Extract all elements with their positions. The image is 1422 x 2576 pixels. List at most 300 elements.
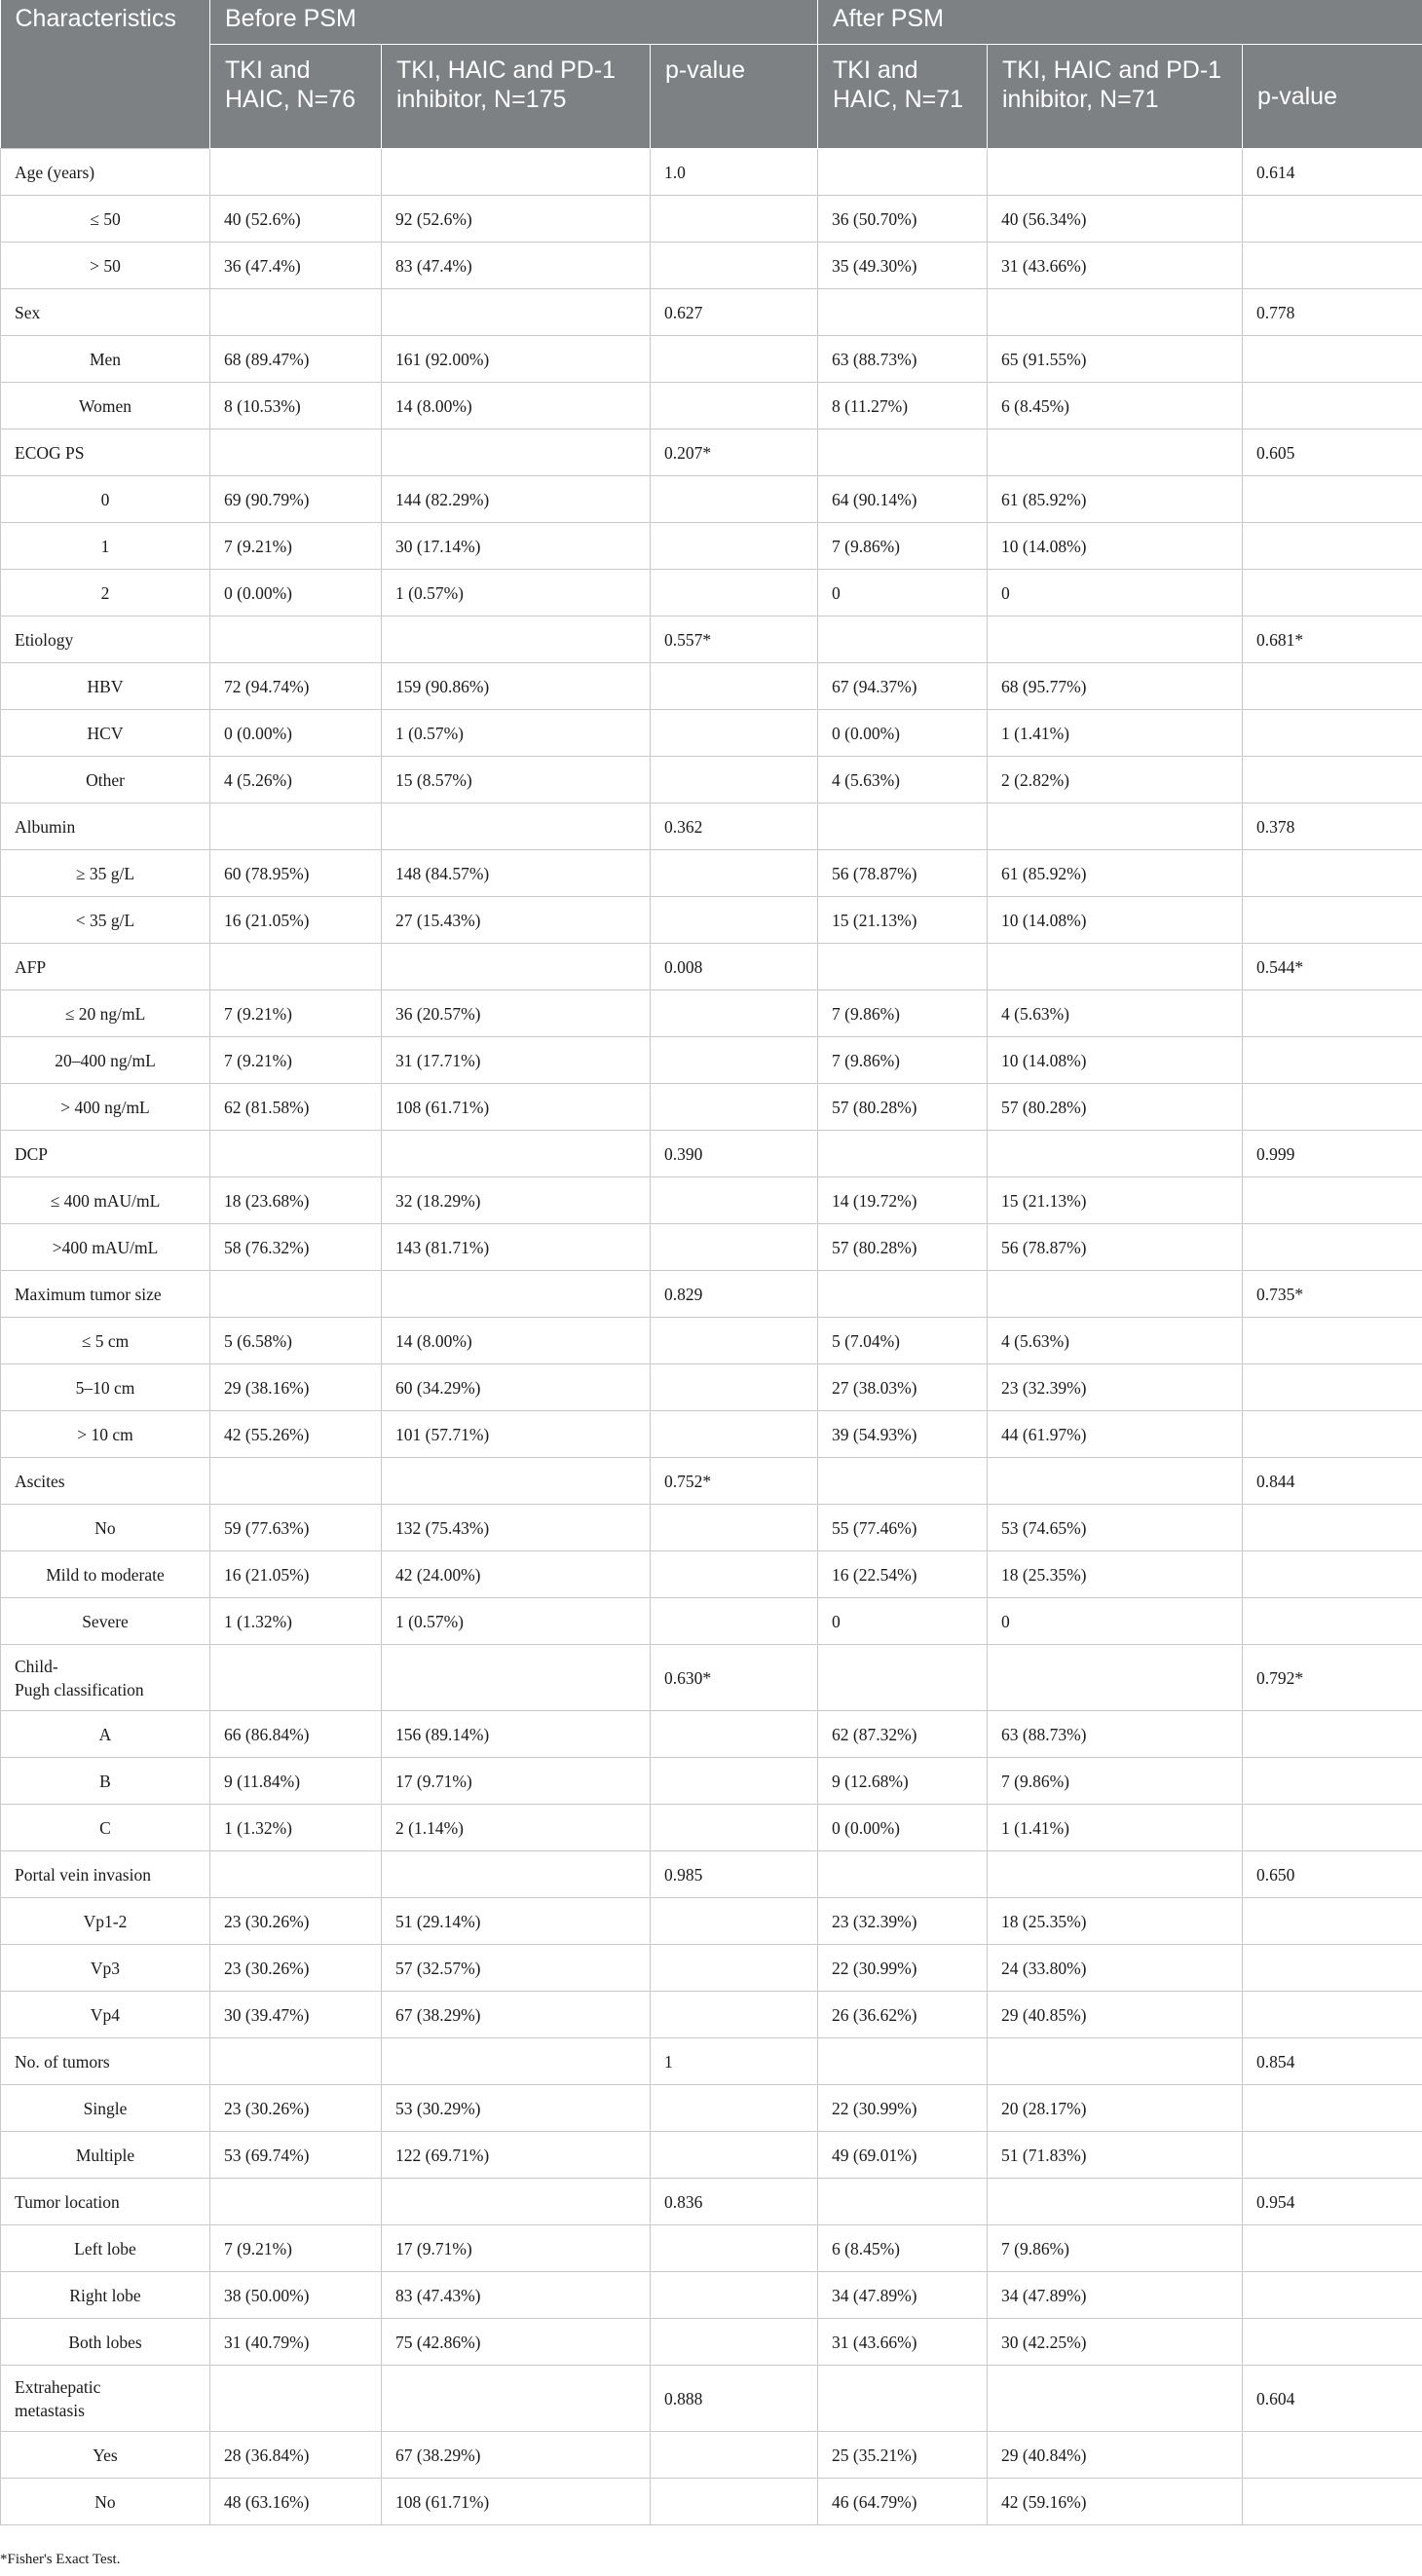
table-cell: 0.836 [651,2179,818,2225]
row-label: ECOG PS [1,429,210,476]
table-cell [651,1945,818,1992]
table-cell [651,1758,818,1805]
table-cell: 122 (69.71%) [382,2132,651,2179]
table-cell: 0 (0.00%) [210,710,382,757]
table-cell [988,2179,1243,2225]
table-cell [651,1805,818,1851]
table-cell: 56 (78.87%) [818,850,988,897]
table-cell: 36 (47.4%) [210,243,382,289]
table-row-group [1,616,1422,663]
table-cell [651,1598,818,1645]
table-cell [651,850,818,897]
row-label: Vp4 [1,1992,210,2038]
table-cell: 61 (85.92%) [988,850,1243,897]
table-row [1,710,1422,757]
table-cell [651,2272,818,2319]
table-cell [1243,2479,1422,2525]
table-cell [210,1851,382,1898]
row-label: Left lobe [1,2225,210,2272]
table-cell [382,616,651,663]
table-cell: 51 (29.14%) [382,1898,651,1945]
table-row [1,1758,1422,1805]
table-row [1,2432,1422,2479]
row-label: Multiple [1,2132,210,2179]
table-cell [988,2366,1243,2432]
table-body [1,149,1422,2525]
table-row [1,663,1422,710]
table-cell [651,1037,818,1084]
table-cell [651,1992,818,2038]
table-cell [651,1898,818,1945]
table-cell [651,2479,818,2525]
table-cell: 34 (47.89%) [818,2272,988,2319]
table-cell [651,990,818,1037]
table-row [1,1505,1422,1551]
table-cell: 18 (23.68%) [210,1177,382,1224]
table-cell [210,149,382,196]
table-cell [651,663,818,710]
table-cell [988,1458,1243,1505]
table-cell: 60 (34.29%) [382,1364,651,1411]
table-cell: 16 (22.54%) [818,1551,988,1598]
table-cell: 7 (9.21%) [210,523,382,570]
row-label: 2 [1,570,210,616]
table-cell: 6 (8.45%) [988,383,1243,429]
table-cell: 0.614 [1243,149,1422,196]
table-row [1,1411,1422,1458]
table-cell: 9 (12.68%) [818,1758,988,1805]
table-row [1,1037,1422,1084]
table-cell [988,1131,1243,1177]
table-row-group [1,1458,1422,1505]
table-cell: 18 (25.35%) [988,1551,1243,1598]
table-cell: 67 (38.29%) [382,1992,651,2038]
table-cell [210,1645,382,1711]
footnote: *Fisher's Exact Test. [0,2552,121,2567]
table-cell: 0.544* [1243,944,1422,990]
table-row [1,2225,1422,2272]
table-cell: 0.735* [1243,1271,1422,1318]
table-cell: 67 (94.37%) [818,663,988,710]
row-label: HCV [1,710,210,757]
row-label: Portal vein invasion [1,1851,210,1898]
table-cell: 0 (0.00%) [818,1805,988,1851]
table-cell: 27 (38.03%) [818,1364,988,1411]
header-after-psm: After PSM [818,0,1422,45]
row-label: > 10 cm [1,1411,210,1458]
table-cell [988,944,1243,990]
table-cell [651,757,818,803]
table-cell [1243,570,1422,616]
table-cell: 10 (14.08%) [988,1037,1243,1084]
table-cell [818,1458,988,1505]
table-cell [651,383,818,429]
header-after-tki-haic-pd1: TKI, HAIC and PD-1 inhibitor, N=71 [988,45,1243,149]
table-cell: 26 (36.62%) [818,1992,988,2038]
table-cell: 0 (0.00%) [210,570,382,616]
table-cell: 46 (64.79%) [818,2479,988,2525]
table-cell: 38 (50.00%) [210,2272,382,2319]
row-label: < 35 g/L [1,897,210,944]
table-cell: 1 [651,2038,818,2085]
table-cell: 4 (5.63%) [818,757,988,803]
row-label: Mild to moderate [1,1551,210,1598]
table-cell: 0.999 [1243,1131,1422,1177]
table-cell: 0.954 [1243,2179,1422,2225]
table-cell: 23 (30.26%) [210,1898,382,1945]
table-cell [651,2085,818,2132]
table-cell [651,1224,818,1271]
table-cell [651,2132,818,2179]
table-cell: 64 (90.14%) [818,476,988,523]
table-cell: 2 (1.14%) [382,1805,651,1851]
table-cell: 9 (11.84%) [210,1758,382,1805]
table-row [1,1364,1422,1411]
header-before-p-value: p-value [651,45,818,149]
table-cell: 63 (88.73%) [988,1711,1243,1758]
table-cell: 1 (1.41%) [988,710,1243,757]
table-cell [210,289,382,336]
table-cell: 67 (38.29%) [382,2432,651,2479]
table-cell [1243,1711,1422,1758]
row-label: Men [1,336,210,383]
table-cell: 1 (1.32%) [210,1805,382,1851]
table-cell: 1 (0.57%) [382,570,651,616]
table-cell [1243,2085,1422,2132]
table-cell: 92 (52.6%) [382,196,651,243]
table-cell [210,2366,382,2432]
table-row [1,383,1422,429]
table-row [1,523,1422,570]
table-cell: 62 (81.58%) [210,1084,382,1131]
table-cell: 0 [818,1598,988,1645]
table-cell: 56 (78.87%) [988,1224,1243,1271]
table-cell: 59 (77.63%) [210,1505,382,1551]
row-label: AFP [1,944,210,990]
table-cell [1243,850,1422,897]
table-cell: 16 (21.05%) [210,1551,382,1598]
table-cell: 66 (86.84%) [210,1711,382,1758]
table-cell [1243,2225,1422,2272]
table-cell: 29 (40.84%) [988,2432,1243,2479]
row-label: 0 [1,476,210,523]
table-cell: 8 (11.27%) [818,383,988,429]
table-cell [382,1851,651,1898]
table-cell [988,2038,1243,2085]
row-label: >400 mAU/mL [1,1224,210,1271]
table-cell [818,2366,988,2432]
table-cell [988,429,1243,476]
table-cell: 5 (6.58%) [210,1318,382,1364]
table-cell: 6 (8.45%) [818,2225,988,2272]
table-cell: 60 (78.95%) [210,850,382,897]
table-cell [1243,1992,1422,2038]
table-cell: 5 (7.04%) [818,1318,988,1364]
table-row-group [1,1271,1422,1318]
table-row-group [1,2179,1422,2225]
table-cell [382,2366,651,2432]
table-cell: 161 (92.00%) [382,336,651,383]
table-row [1,476,1422,523]
row-label: Severe [1,1598,210,1645]
table-cell: 7 (9.86%) [818,990,988,1037]
table-cell [1243,196,1422,243]
row-label: Age (years) [1,149,210,196]
table-row [1,1598,1422,1645]
table-row [1,1805,1422,1851]
table-cell [651,1551,818,1598]
table-cell [651,336,818,383]
table-cell: 23 (32.39%) [988,1364,1243,1411]
table-cell: 0.778 [1243,289,1422,336]
table-row [1,850,1422,897]
table-cell [1243,897,1422,944]
table-cell [1243,1945,1422,1992]
table-cell [651,476,818,523]
row-label: Women [1,383,210,429]
table-cell [988,616,1243,663]
table-row [1,196,1422,243]
table-cell: 7 (9.86%) [988,1758,1243,1805]
table-cell [651,1084,818,1131]
table-cell [1243,1037,1422,1084]
table-cell [988,803,1243,850]
table-cell [818,616,988,663]
table-cell: 7 (9.86%) [818,523,988,570]
row-label: Right lobe [1,2272,210,2319]
table-cell [988,1645,1243,1711]
table-cell: 0.985 [651,1851,818,1898]
row-label: ≥ 35 g/L [1,850,210,897]
table-row-group [1,289,1422,336]
table-cell: 68 (95.77%) [988,663,1243,710]
table-row [1,1898,1422,1945]
table-cell: 65 (91.55%) [988,336,1243,383]
table-cell: 42 (24.00%) [382,1551,651,1598]
table-cell [382,429,651,476]
table-cell: 159 (90.86%) [382,663,651,710]
table-cell: 23 (30.26%) [210,1945,382,1992]
table-cell: 30 (42.25%) [988,2319,1243,2366]
table-row [1,757,1422,803]
table-cell: 40 (56.34%) [988,196,1243,243]
table-cell [818,289,988,336]
table-cell [818,1645,988,1711]
row-label: ≤ 50 [1,196,210,243]
table-cell: 42 (55.26%) [210,1411,382,1458]
table-row [1,990,1422,1037]
table-cell: 148 (84.57%) [382,850,651,897]
table-cell [1243,757,1422,803]
table-cell: 57 (80.28%) [818,1224,988,1271]
header-before-tki-haic: TKI and HAIC, N=76 [210,45,382,149]
table-cell: 44 (61.97%) [988,1411,1243,1458]
table-row [1,2272,1422,2319]
table-cell [1243,663,1422,710]
table-cell: 0 (0.00%) [818,710,988,757]
table-cell [651,710,818,757]
table-cell: 0.630* [651,1645,818,1711]
row-label: Maximum tumor size [1,1271,210,1318]
table-cell [1243,1411,1422,1458]
table-cell [1243,990,1422,1037]
table-cell: 7 (9.21%) [210,2225,382,2272]
table-cell: 39 (54.93%) [818,1411,988,1458]
table-cell [382,2038,651,2085]
table-row [1,2132,1422,2179]
table-cell: 35 (49.30%) [818,243,988,289]
table-cell: 4 (5.63%) [988,1318,1243,1364]
row-label: No [1,2479,210,2525]
row-label: Sex [1,289,210,336]
table-row [1,1551,1422,1598]
table-cell: 18 (25.35%) [988,1898,1243,1945]
table-cell: 0.844 [1243,1458,1422,1505]
row-label: HBV [1,663,210,710]
table-cell: 0.557* [651,616,818,663]
table-cell: 58 (76.32%) [210,1224,382,1271]
table-cell [1243,243,1422,289]
header-after-tki-haic: TKI and HAIC, N=71 [818,45,988,149]
table-row [1,336,1422,383]
table-cell: 144 (82.29%) [382,476,651,523]
table-cell [1243,2132,1422,2179]
row-label: Extrahepatic metastasis [1,2366,210,2432]
table-cell: 25 (35.21%) [818,2432,988,2479]
table-cell: 0.752* [651,1458,818,1505]
table-cell: 15 (21.13%) [988,1177,1243,1224]
table-cell: 30 (39.47%) [210,1992,382,2038]
table-cell [818,803,988,850]
table-cell [651,243,818,289]
table-cell [988,149,1243,196]
table-cell [1243,476,1422,523]
table-cell: 30 (17.14%) [382,523,651,570]
table-cell [988,289,1243,336]
table-cell: 14 (19.72%) [818,1177,988,1224]
table-cell: 0 [988,570,1243,616]
table-cell: 15 (8.57%) [382,757,651,803]
table-cell [382,1271,651,1318]
table-cell [210,429,382,476]
header-before-psm: Before PSM [210,0,818,45]
table-cell [651,1711,818,1758]
table-row [1,1177,1422,1224]
table-cell: 0.829 [651,1271,818,1318]
row-label: ≤ 5 cm [1,1318,210,1364]
table-cell: 55 (77.46%) [818,1505,988,1551]
row-label: Both lobes [1,2319,210,2366]
table-cell [818,429,988,476]
table-cell: 1 (1.32%) [210,1598,382,1645]
table-cell: 24 (33.80%) [988,1945,1243,1992]
table-cell [382,803,651,850]
table-cell [651,2432,818,2479]
table-cell: 23 (30.26%) [210,2085,382,2132]
table-cell: 14 (8.00%) [382,1318,651,1364]
table-row-group [1,803,1422,850]
table-cell [210,1271,382,1318]
table-cell: 0 [818,570,988,616]
table-cell: 36 (50.70%) [818,196,988,243]
table-cell: 0.854 [1243,2038,1422,2085]
row-label: No [1,1505,210,1551]
table-cell: 32 (18.29%) [382,1177,651,1224]
table-row-group [1,1131,1422,1177]
table-cell [818,1271,988,1318]
row-label: Etiology [1,616,210,663]
table-cell [1243,1364,1422,1411]
table-cell: 7 (9.21%) [210,1037,382,1084]
row-label: 1 [1,523,210,570]
row-label: Tumor location [1,2179,210,2225]
table-cell: 143 (81.71%) [382,1224,651,1271]
row-label: 20–400 ng/mL [1,1037,210,1084]
table-cell: 10 (14.08%) [988,897,1243,944]
table-cell: 10 (14.08%) [988,523,1243,570]
table-cell: 57 (80.28%) [988,1084,1243,1131]
table-cell: 0.362 [651,803,818,850]
table-row [1,1084,1422,1131]
table-cell: 4 (5.26%) [210,757,382,803]
table-cell: 20 (28.17%) [988,2085,1243,2132]
table-row [1,2085,1422,2132]
table-row [1,2479,1422,2525]
table-cell: 31 (43.66%) [818,2319,988,2366]
table-cell: 53 (69.74%) [210,2132,382,2179]
table-cell [1243,2432,1422,2479]
table-cell: 0.888 [651,2366,818,2432]
table-cell [1243,1758,1422,1805]
table-cell: 83 (47.4%) [382,243,651,289]
table-row-group [1,149,1422,196]
table-row [1,243,1422,289]
table-cell: 14 (8.00%) [382,383,651,429]
table-cell [818,2179,988,2225]
table-cell [1243,1551,1422,1598]
table-cell: 72 (94.74%) [210,663,382,710]
row-label: Child- Pugh classification [1,1645,210,1711]
table-cell [818,1851,988,1898]
table-cell: 0.650 [1243,1851,1422,1898]
table-cell [1243,2272,1422,2319]
table-cell [1243,710,1422,757]
table-cell [210,2179,382,2225]
table-cell: 1.0 [651,149,818,196]
table-cell: 29 (40.85%) [988,1992,1243,2038]
table-row [1,1711,1422,1758]
row-label: Albumin [1,803,210,850]
table-cell: 0.378 [1243,803,1422,850]
table-cell: 0.207* [651,429,818,476]
table-cell [210,1131,382,1177]
table-cell: 22 (30.99%) [818,1945,988,1992]
row-label: > 50 [1,243,210,289]
table-cell: 156 (89.14%) [382,1711,651,1758]
table-cell [1243,1805,1422,1851]
row-label: No. of tumors [1,2038,210,2085]
table-cell [818,1131,988,1177]
row-label: Other [1,757,210,803]
table-cell: 17 (9.71%) [382,1758,651,1805]
row-label: B [1,1758,210,1805]
table-cell [651,1318,818,1364]
table-cell [1243,1898,1422,1945]
table-cell: 40 (52.6%) [210,196,382,243]
table-cell [1243,1598,1422,1645]
table-cell: 0.605 [1243,429,1422,476]
table-cell: 34 (47.89%) [988,2272,1243,2319]
